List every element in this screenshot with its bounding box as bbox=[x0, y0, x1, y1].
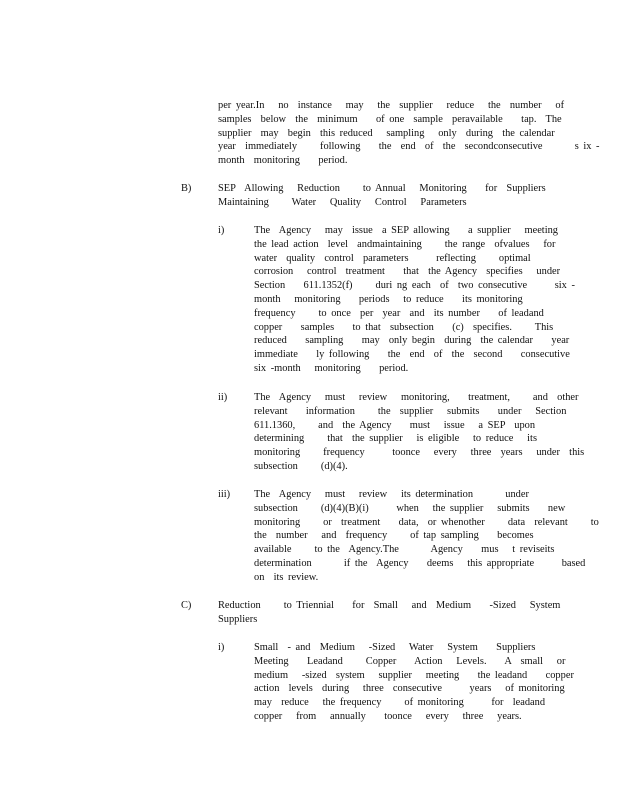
heading-line: Suppliers bbox=[218, 613, 258, 625]
heading-line: Reduction to Triennial for Small and Medium -Sized System bbox=[218, 600, 561, 611]
text-line: water quality control parameters reflecting optimal bbox=[254, 252, 531, 264]
text-line: subsection (d)(4). bbox=[254, 460, 348, 472]
text-line: The Agency must review its determination under bbox=[254, 489, 529, 500]
text-line: relevant information the supplier submits under Section bbox=[254, 405, 567, 417]
text-line: copper from annually toonce every three years. bbox=[254, 710, 522, 722]
section-b-item-iii-marker: iii) bbox=[218, 489, 231, 500]
section-b-item-i-marker: i) bbox=[218, 225, 225, 236]
section-b-item-ii-paragraph bbox=[254, 391, 584, 474]
text-line: six -month monitoring period. bbox=[254, 362, 409, 374]
text-line: The Agency must review monitoring, treatment, and other bbox=[254, 392, 579, 403]
text-line: The Agency may issue a SEP allowing a supplier meeting bbox=[254, 225, 558, 236]
section-c-item-i-marker: i) bbox=[218, 642, 225, 653]
intro-paragraph bbox=[218, 99, 600, 168]
heading-line: Maintaining Water Quality Control Parameters bbox=[218, 196, 467, 208]
text-line: Small - and Medium -Sized Water System Suppliers bbox=[254, 642, 536, 653]
section-c-item-i-paragraph bbox=[254, 641, 574, 724]
text-line: corrosion control treatment that the Agency specifies under bbox=[254, 266, 561, 278]
text-line: reduced sampling may only begin during the calendar year bbox=[254, 335, 570, 347]
section-c-marker: C) bbox=[181, 600, 192, 611]
text-line: month monitoring period. bbox=[218, 155, 348, 167]
text-line: subsection (d)(4)(B)(i) when the supplier submits new bbox=[254, 502, 566, 514]
text-line: per year.In no instance may the supplier reduce the number of bbox=[218, 100, 565, 111]
text-line: may reduce the frequency of monitoring for leadand bbox=[254, 697, 546, 709]
text-line: month monitoring periods to reduce its monitoring bbox=[254, 293, 523, 305]
text-line: monitoring frequency toonce every three years under this bbox=[254, 447, 585, 459]
text-line: Section 611.1352(f) duri ng each of two consecutive six - bbox=[254, 280, 575, 292]
text-line: copper samples to that subsection (c) specifies. This bbox=[254, 321, 554, 333]
text-line: the number and frequency of tap sampling becomes bbox=[254, 530, 534, 542]
heading-line: SEP Allowing Reduction to Annual Monitoring for Suppliers bbox=[218, 183, 546, 194]
section-b-item-iii-paragraph bbox=[254, 488, 599, 585]
text-line: year immediately following the end of the secondconsecutive s ix - bbox=[218, 141, 600, 153]
section-b-item-ii-marker: ii) bbox=[218, 392, 228, 403]
text-line: on its review. bbox=[254, 571, 319, 583]
text-line: samples below the minimum of one sample peravailable tap. The bbox=[218, 113, 562, 125]
text-line: supplier may begin this reduced sampling only during the calendar bbox=[218, 127, 555, 139]
text-line: Meeting Leadand Copper Action Levels. A small or bbox=[254, 655, 566, 667]
text-line: the lead action level andmaintaining the range ofvalues for bbox=[254, 238, 556, 250]
section-b-heading bbox=[218, 182, 546, 210]
text-line: 611.1360, and the Agency must issue a SEP upon bbox=[254, 419, 536, 431]
text-line: medium -sized system supplier meeting the leadand copper bbox=[254, 669, 574, 681]
text-line: monitoring or treatment data, or whenother data relevant to bbox=[254, 516, 599, 528]
text-line: immediate ly following the end of the second consecutive bbox=[254, 349, 570, 361]
text-line: action levels during three consecutive years of monitoring bbox=[254, 683, 565, 695]
section-c-heading bbox=[218, 599, 560, 627]
section-b-item-i-paragraph bbox=[254, 224, 575, 376]
text-line: available to the Agency.The Agency mus t reviseits bbox=[254, 544, 555, 556]
section-b-marker: B) bbox=[181, 183, 192, 194]
text-line: frequency to once per year and its number of leadand bbox=[254, 307, 544, 319]
text-line: determination if the Agency deems this appropriate based bbox=[254, 557, 586, 569]
text-line: determining that the supplier is eligible to reduce its bbox=[254, 433, 537, 445]
